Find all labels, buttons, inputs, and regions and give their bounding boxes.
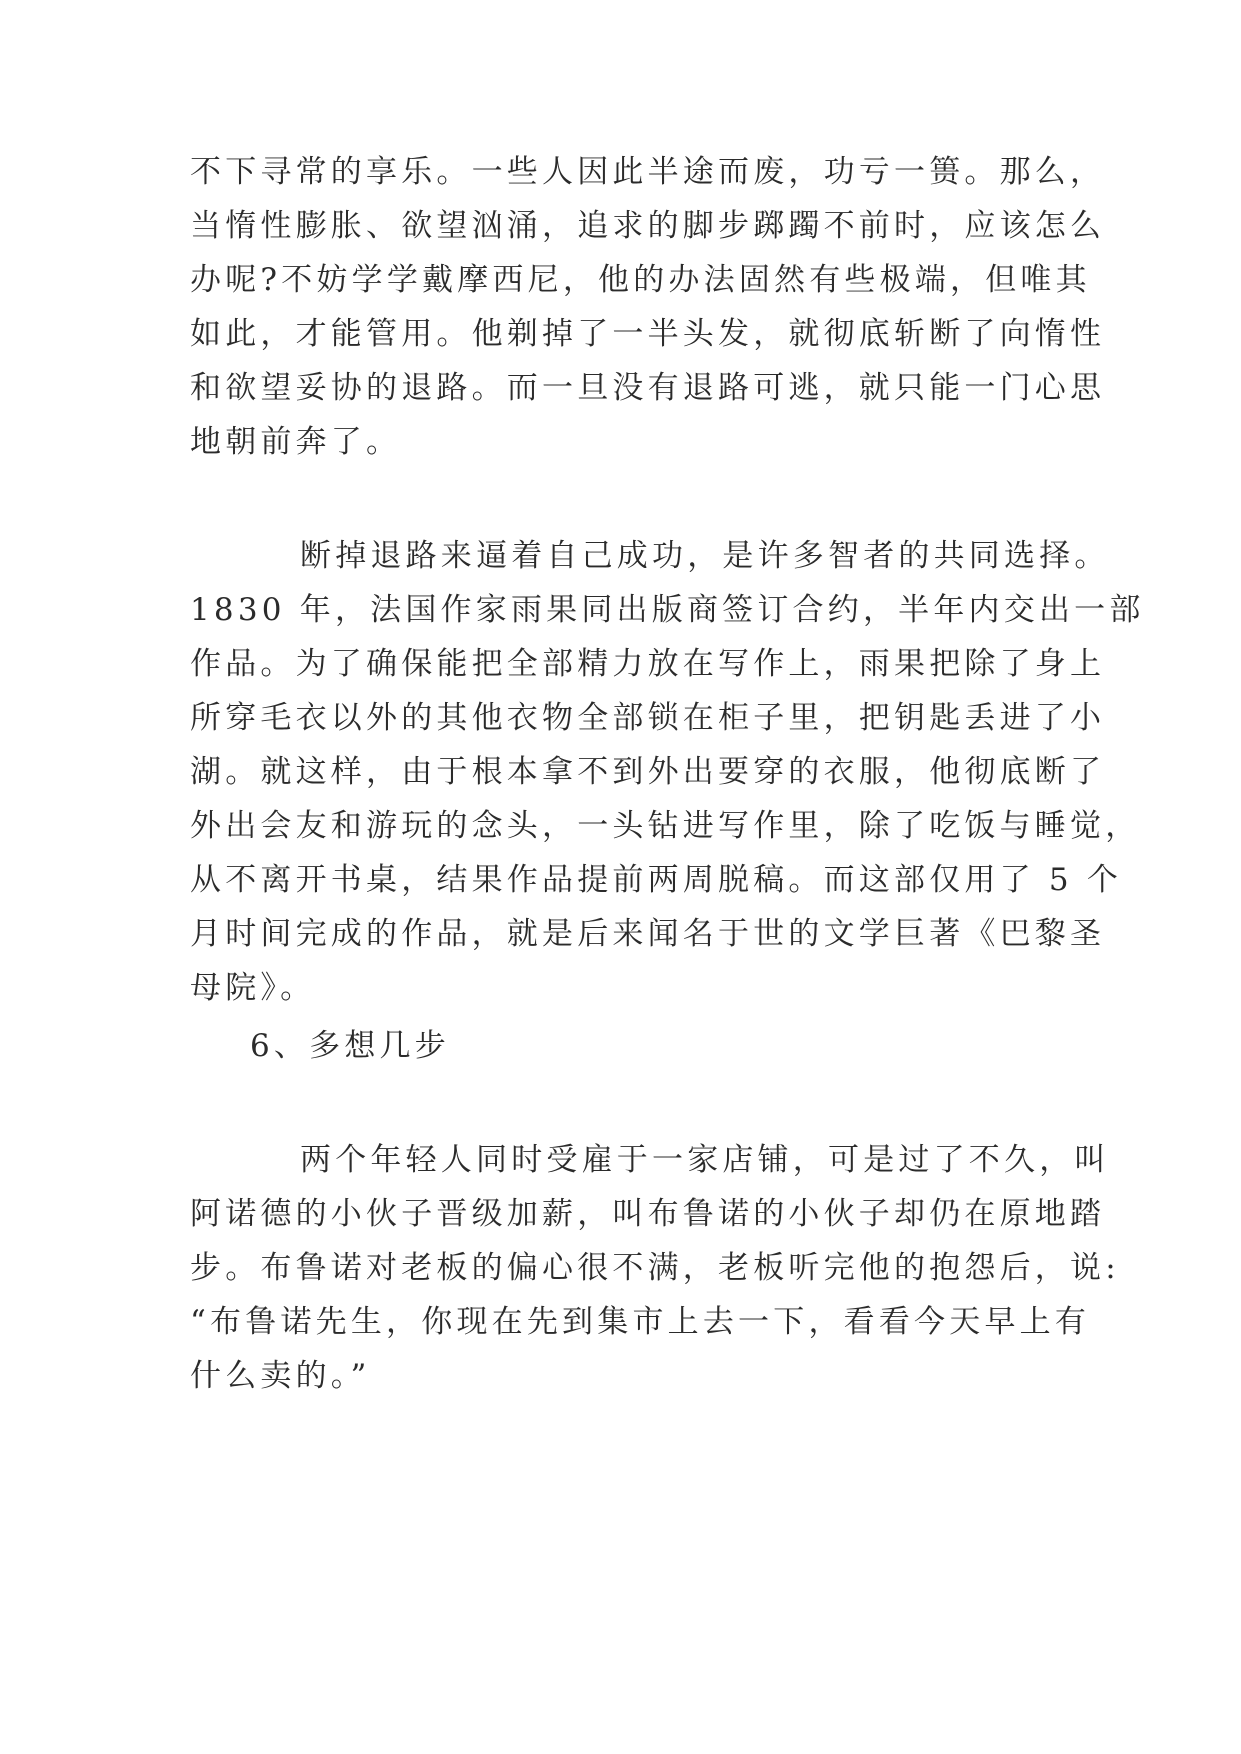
paragraph-3-line-3: 步。布鲁诺对老板的偏心很不满，老板听完他的抱怨后，说:	[190, 1250, 1120, 1286]
paragraph-2-line-9: 母院》。	[190, 970, 316, 1006]
paragraph-1-line-3: 办呢?不妨学学戴摩西尼，他的办法固然有些极端，但唯其	[190, 262, 1091, 298]
paragraph-1-line-6: 地朝前奔了。	[190, 424, 402, 460]
paragraph-2-line-3: 作品。为了确保能把全部精力放在写作上，雨果把除了身上	[190, 646, 1106, 682]
paragraph-2-line-1: 断掉退路来逼着自己成功，是许多智者的共同选择。	[300, 538, 1110, 574]
paragraph-3-line-1: 两个年轻人同时受雇于一家店铺，可是过了不久，叫	[300, 1142, 1110, 1178]
paragraph-1-line-4: 如此，才能管用。他剃掉了一半头发，就彻底斩断了向惰性	[190, 316, 1106, 352]
paragraph-2-line-5: 湖。就这样，由于根本拿不到外出要穿的衣服，他彻底断了	[190, 754, 1106, 790]
paragraph-3-line-2: 阿诺德的小伙子晋级加薪，叫布鲁诺的小伙子却仍在原地踏	[190, 1196, 1106, 1232]
paragraph-3-line-5: 什么卖的。”	[190, 1358, 371, 1394]
section-heading: 6、多想几步	[250, 1028, 450, 1064]
paragraph-2-line-7: 从不离开书桌，结果作品提前两周脱稿。而这部仅用了 5 个	[190, 862, 1123, 898]
paragraph-2-line-6: 外出会友和游玩的念头，一头钻进写作里，除了吃饭与睡觉，	[190, 808, 1141, 844]
paragraph-3-line-4: “布鲁诺先生，你现在先到集市上去一下，看看今天早上有	[190, 1304, 1091, 1340]
paragraph-2-line-8: 月时间完成的作品，就是后来闻名于世的文学巨著《巴黎圣	[190, 916, 1106, 952]
paragraph-1-line-2: 当惰性膨胀、欲望汹涌，追求的脚步踯躅不前时，应该怎么	[190, 208, 1106, 244]
paragraph-2-line-4: 所穿毛衣以外的其他衣物全部锁在柜子里，把钥匙丢进了小	[190, 700, 1106, 736]
paragraph-1-line-1: 不下寻常的享乐。一些人因此半途而废，功亏一篑。那么，	[190, 154, 1106, 190]
paragraph-2-line-2: 1830 年，法国作家雨果同出版商签订合约，半年内交出一部	[190, 592, 1145, 628]
paragraph-1-line-5: 和欲望妥协的退路。而一旦没有退路可逃，就只能一门心思	[190, 370, 1106, 406]
